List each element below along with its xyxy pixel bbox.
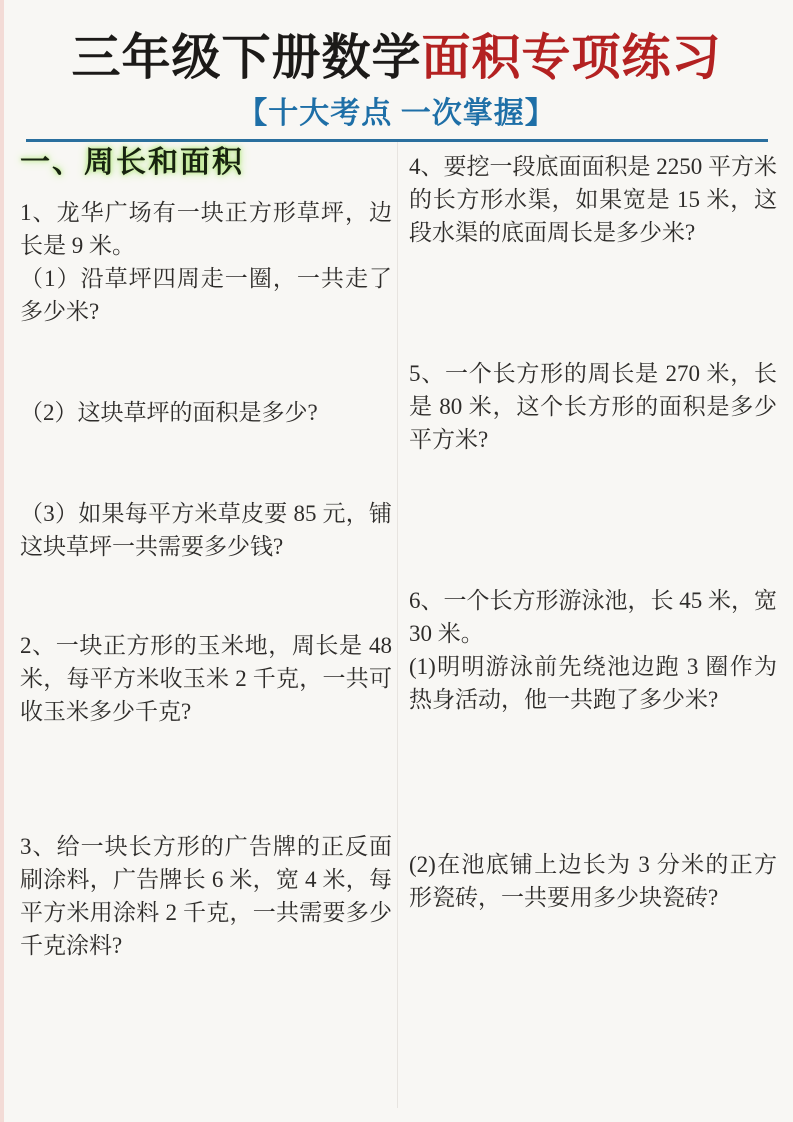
section-heading: 一、周长和面积	[20, 146, 244, 179]
problem-3: 3、给一块长方形的广告牌的正反面刷涂料，广告牌长 6 米，宽 4 米，每平方米用涂料 2 千克，一共需要多少千克涂料?	[20, 834, 392, 958]
page-subtitle: 【十大考点 一次掌握】	[237, 97, 556, 131]
problem-1-part-1: （1）沿草坪四周走一圈，一共走了多少米?	[20, 266, 392, 324]
problem-1-part-3: （3）如果每平方米草皮要 85 元，铺这块草坪一共需要多少钱?	[20, 501, 392, 559]
column-divider-line	[397, 142, 398, 1108]
problem-5: 5、一个长方形的周长是 270 米，长是 80 米，这个长方形的面积是多少平方米?	[409, 361, 777, 452]
problem-6-part-1: (1)明明游泳前先绕池边跑 3 圈作为热身活动，他一共跑了多少米?	[409, 654, 777, 712]
page-title-black: 三年级下册数学	[71, 30, 422, 85]
problem-1-part-2: （2）这块草坪的面积是多少?	[20, 400, 318, 425]
left-column	[20, 145, 392, 962]
problem-6: 6、一个长方形游泳池，长 45 米，宽 30 米。	[409, 588, 777, 646]
problem-6-part-2: (2)在池底铺上边长为 3 分米的正方形瓷砖，一共要用多少块瓷砖?	[409, 852, 777, 910]
problem-2: 2、一块正方形的玉米地，周长是 48 米，每平方米收玉米 2 千克，一共可收玉米多少千克?	[20, 633, 392, 724]
problem-4: 4、要挖一段底面面积是 2250 平方米的长方形水渠，如果宽是 15 米，这段水渠的底面周长是多少米?	[409, 154, 777, 245]
worksheet-header	[0, 0, 793, 142]
page-edge-strip	[0, 0, 4, 1122]
page-title	[0, 30, 793, 86]
problem-1: 1、龙华广场有一块正方形草坪，边长是 9 米。	[20, 200, 392, 258]
page-title-red: 面积专项练习	[421, 30, 722, 85]
right-column	[409, 150, 777, 914]
